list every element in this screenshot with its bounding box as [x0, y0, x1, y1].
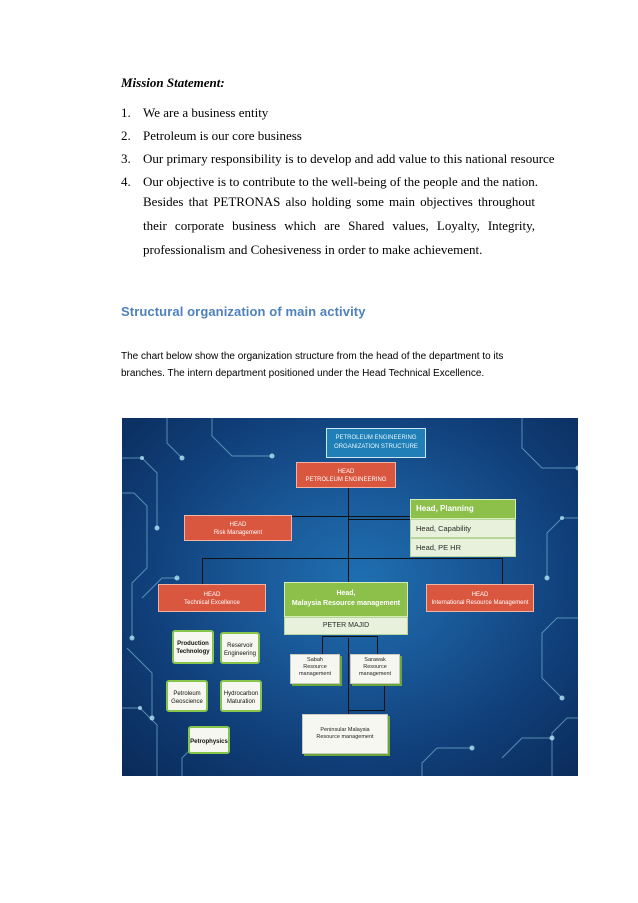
chart-title-line: ORGANIZATION STRUCTURE	[334, 444, 418, 450]
head-petroleum-engineering-box	[296, 462, 396, 488]
box-line: Sarawak	[364, 657, 386, 663]
list-number: 3.	[121, 151, 131, 166]
box-line: Resource management	[316, 734, 374, 740]
box-line: management	[298, 671, 332, 677]
box-line: Peninsular Malaysia	[320, 727, 370, 733]
chart-title	[326, 428, 426, 458]
peter-majid-box: PETER MAJID	[284, 617, 408, 635]
list-text: We are a business entity	[143, 105, 269, 120]
head-malaysia-resource-box	[284, 582, 408, 617]
list-text: Our primary responsibility is to develop and add value to this national resource	[143, 151, 555, 166]
petrophysics-box	[188, 726, 230, 754]
head-risk-management-box	[184, 515, 292, 541]
box-line: HEAD	[337, 469, 355, 475]
box-line: HEAD	[471, 592, 489, 598]
box-line: Technical Excellence	[184, 600, 240, 606]
box-line: Petroleum	[173, 691, 201, 697]
list-text: Our objective is to contribute to the well-being of the people and the nation.	[143, 174, 538, 189]
box-line: Reservoir	[227, 643, 253, 649]
box-line: Resource	[363, 664, 387, 670]
list-number: 2.	[121, 128, 131, 143]
box-line: Technology	[176, 649, 210, 655]
section-heading: Structural organization of main activity	[121, 304, 366, 319]
hydrocarbon-maturation-box	[220, 680, 262, 712]
box-line: Risk Management	[213, 530, 263, 536]
list-text: Petroleum is our core business	[143, 128, 302, 143]
sarawak-resource-box	[350, 654, 400, 684]
head-technical-excellence-box	[158, 584, 266, 612]
box-line: Maturation	[226, 699, 256, 705]
head-pe-hr-box: Head, PE HR	[410, 538, 516, 557]
sabah-resource-box	[290, 654, 340, 684]
list-number: 1.	[121, 105, 131, 120]
petroleum-geoscience-box	[166, 680, 208, 712]
box-line: Sabah	[307, 657, 323, 663]
box-line: International Resource Management	[431, 600, 529, 606]
head-capability-box: Head, Capability	[410, 519, 516, 538]
list-number: 4.	[121, 174, 131, 189]
reservoir-engineering-box	[220, 632, 260, 664]
box-line: Hydrocarbon	[223, 691, 259, 697]
org-chart-image	[122, 418, 578, 776]
box-line: Production	[177, 641, 209, 647]
box-line: Geoscience	[171, 699, 203, 705]
box-line: Petrophysics	[190, 739, 228, 745]
head-planning-box: Head, Planning	[410, 499, 516, 519]
box-line: Head,	[336, 590, 356, 597]
box-line: Resource	[303, 664, 327, 670]
head-international-resource-box	[426, 584, 534, 612]
box-line: HEAD	[203, 592, 221, 598]
chart-title-line: PETROLEUM ENGINEERING	[335, 435, 417, 441]
peninsular-malaysia-resource-box	[302, 714, 388, 754]
mission-paragraph: Besides that PETRONAS also holding some main objectives throughout their corporate business which are Shared values, Loyalty, Integrity, professionalism and Cohesiveness in order to make achievement.	[143, 194, 535, 257]
intro-paragraph: The chart below show the organization structure from the head of the department to its branches. The intern department positioned under the Head Technical Excellence.	[121, 351, 504, 379]
box-line: PETROLEUM ENGINEERING	[305, 477, 387, 483]
box-line: Engineering	[223, 651, 257, 657]
production-technology-box	[172, 630, 214, 664]
box-line: management	[358, 671, 392, 677]
mission-heading: Mission Statement:	[121, 75, 225, 90]
box-line: HEAD	[229, 522, 247, 528]
box-line: Malaysia Resource management	[291, 600, 401, 607]
